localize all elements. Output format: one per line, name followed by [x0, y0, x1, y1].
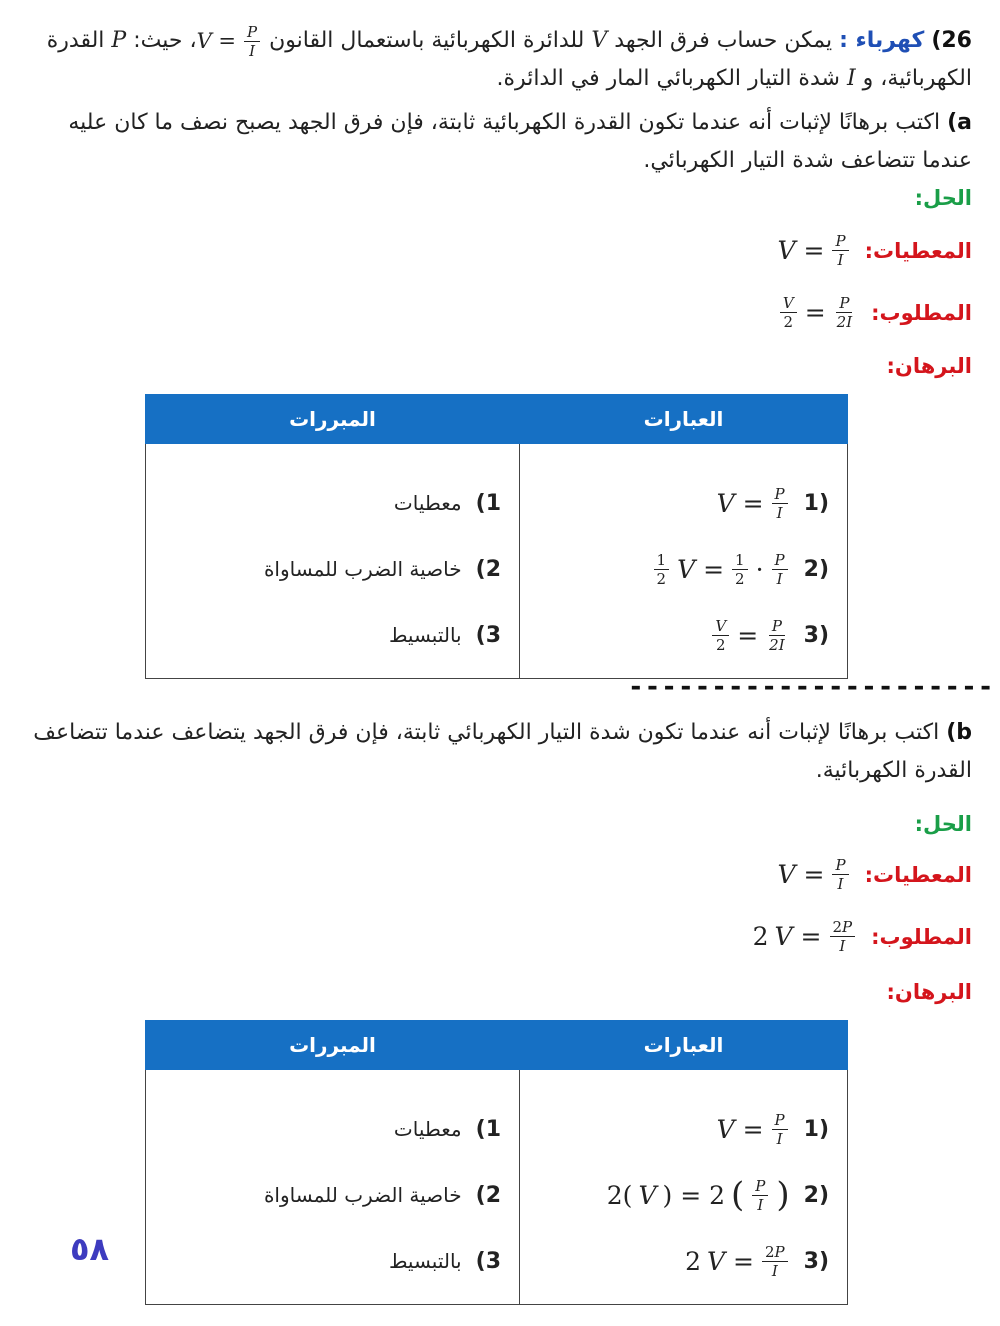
- reason-number: 3): [475, 1248, 501, 1274]
- required-formula: 2 V = $\frac{2P}{I}$: [753, 918, 858, 955]
- part-a-given: [778, 232, 972, 269]
- reasons-cell: [146, 444, 520, 679]
- col-statements: العبارات: [520, 1021, 848, 1070]
- var-p: P: [111, 28, 127, 53]
- part-b-text: اكتب برهانًا لإثبات أنه عندما تكون شدة التيار الكهربائي ثابتة، فإن فرق الجهد يتضاعف عندما تتضاعف القدرة الكهربائية.: [33, 720, 972, 783]
- step-number: (3: [803, 622, 829, 648]
- step-number: (2: [803, 1182, 829, 1208]
- reason-text: معطيات: [393, 1117, 462, 1141]
- part-b-solution-label: الحل:: [914, 812, 972, 836]
- step-number: (2: [803, 556, 829, 582]
- problem-statement: [22, 22, 972, 98]
- part-b-proof-label: البرهان:: [886, 980, 972, 1004]
- statement-formula: V = $\frac{P}{I}$: [717, 485, 790, 522]
- part-a-required: [778, 294, 972, 331]
- reason-text: خاصية الضرب للمساواة: [263, 1183, 462, 1207]
- reason-row: [162, 602, 501, 668]
- statements-cell: [520, 444, 848, 679]
- statement-row: [536, 1162, 829, 1228]
- reason-row: [162, 470, 501, 536]
- given-label: المعطيات:: [864, 862, 972, 887]
- statement-row: [536, 1096, 829, 1162]
- part-a-text: اكتب برهانًا لإثبات أنه عندما تكون القدرة الكهربائية ثابتة، فإن فرق الجهد يصبح نصف ما كان عليه عندما تتضاعف شدة التيار الكهربائي.: [68, 110, 972, 173]
- step-number: (3: [803, 1248, 829, 1274]
- part-b-proof-table: [145, 1020, 848, 1305]
- reason-row: [162, 1228, 501, 1294]
- given-formula: V = $\frac{P}{I}$: [778, 232, 851, 269]
- statement-formula: 2 V = $\frac{2P}{I}$: [685, 1243, 790, 1280]
- statement-text-1: يمكن حساب فرق الجهد: [614, 28, 833, 53]
- var-v: V: [591, 28, 608, 53]
- reason-text: بالتبسيط: [388, 1249, 462, 1273]
- reason-text: بالتبسيط: [388, 623, 462, 647]
- col-statements: العبارات: [520, 395, 848, 444]
- step-number: (1: [803, 1116, 829, 1142]
- required-label: المطلوب:: [871, 300, 972, 325]
- part-b-given: [778, 856, 972, 893]
- col-reasons: المبررات: [146, 395, 520, 444]
- page-number: ٥٨: [70, 1230, 110, 1268]
- required-formula: $\frac{V}{2}$ = $\frac{P}{2I}$: [778, 294, 857, 331]
- formula-inline: V = $\frac{P}{I}$: [197, 22, 263, 60]
- reason-row: [162, 536, 501, 602]
- part-b-label: b): [946, 720, 972, 745]
- question-number: 26): [931, 28, 972, 53]
- statement-formula: $\frac{V}{2}$ = $\frac{P}{2I}$: [710, 617, 789, 654]
- part-a-proof-label: البرهان:: [886, 354, 972, 378]
- step-number: (1: [803, 490, 829, 516]
- reason-number: 3): [475, 622, 501, 648]
- statements-cell: [520, 1070, 848, 1305]
- reason-row: [162, 1096, 501, 1162]
- statement-text-4: القدرة: [46, 28, 105, 53]
- statement-text-2: للدائرة الكهربائية باستعمال القانون: [269, 28, 585, 53]
- reason-text: خاصية الضرب للمساواة: [263, 557, 462, 581]
- part-a-solution-label: الحل:: [914, 186, 972, 210]
- dashed-divider: ----------------------: [628, 672, 995, 702]
- reason-number: 2): [475, 1182, 501, 1208]
- reason-number: 1): [475, 490, 501, 516]
- part-b-required: [753, 918, 972, 955]
- reason-number: 2): [475, 556, 501, 582]
- statement-row: [536, 470, 829, 536]
- statement-formula: $\frac{1}{2}$ V = $\frac{1}{2}$ · $\frac{P}{I}$: [652, 551, 790, 588]
- statement-formula: 2( V ) = 2 ( $\frac{P}{I}$ ): [606, 1175, 790, 1215]
- reason-row: [162, 1162, 501, 1228]
- statement-text-3: ، حيث:: [133, 28, 197, 53]
- statement-formula: V = $\frac{P}{I}$: [717, 1111, 790, 1148]
- statement-row: [536, 536, 829, 602]
- statement-row: [536, 602, 829, 668]
- col-reasons: المبررات: [146, 1021, 520, 1070]
- statement-text-5: الكهربائية، و: [862, 66, 972, 91]
- required-label: المطلوب:: [871, 924, 972, 949]
- var-i: I: [846, 66, 856, 91]
- part-b-prompt: [22, 714, 972, 790]
- part-a-proof-table: [145, 394, 848, 679]
- statement-text-6: شدة التيار الكهربائي المار في الدائرة.: [496, 66, 840, 91]
- reasons-cell: [146, 1070, 520, 1305]
- given-label: المعطيات:: [864, 238, 972, 263]
- given-formula: V = $\frac{P}{I}$: [778, 856, 851, 893]
- statement-row: [536, 1228, 829, 1294]
- reason-number: 1): [475, 1116, 501, 1142]
- part-a-label: a): [947, 110, 972, 135]
- topic-label: كهرباء :: [839, 28, 925, 53]
- reason-text: معطيات: [393, 491, 462, 515]
- part-a-prompt: [22, 104, 972, 180]
